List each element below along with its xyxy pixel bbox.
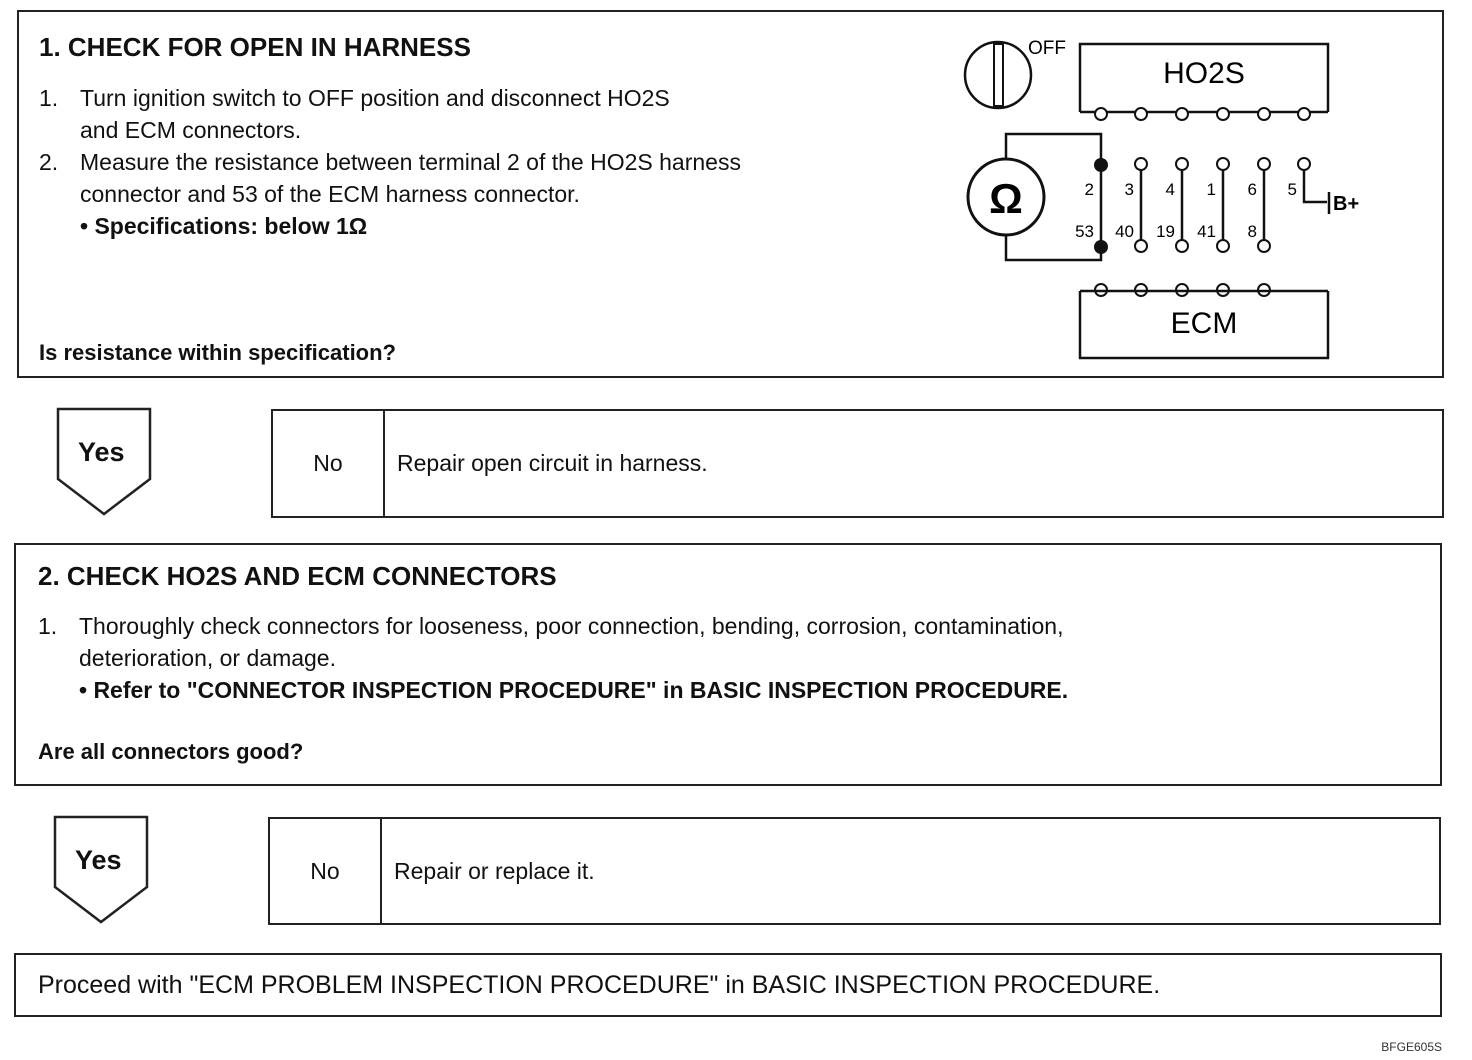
figure-code: BFGE605S <box>1381 1040 1442 1054</box>
yes-label: Yes <box>75 845 122 875</box>
off-label: OFF <box>1028 38 1066 59</box>
ohm-symbol: Ω <box>989 175 1023 222</box>
wiring-diagram <box>939 20 1399 370</box>
pin-label-bottom: 19 <box>1156 222 1175 241</box>
step1-item2-line2: connector and 53 of the ECM harness connector. <box>80 181 580 207</box>
no-action-text: Repair open circuit in harness. <box>397 450 708 476</box>
pin-label-top: 6 <box>1247 180 1257 199</box>
step1-spec: • Specifications: below 1Ω <box>80 213 368 239</box>
step1-item2-num: 2. <box>39 149 59 175</box>
pin-label-top: 3 <box>1124 180 1134 199</box>
step1-item2-line1: Measure the resistance between terminal 2 of the HO2S harness <box>80 149 741 175</box>
no-branch-box <box>268 817 1441 925</box>
step2-refer: • Refer to "CONNECTOR INSPECTION PROCEDURE" in BASIC INSPECTION PROCEDURE. <box>79 677 1069 703</box>
no-action-text: Repair or replace it. <box>394 857 595 884</box>
step2-title: 2. CHECK HO2S AND ECM CONNECTORS <box>38 561 557 591</box>
step1-title: 1. CHECK FOR OPEN IN HARNESS <box>39 32 471 62</box>
step1-box <box>17 10 1444 378</box>
step2-question: Are all connectors good? <box>38 739 304 764</box>
pin-label-bottom: 40 <box>1115 222 1134 241</box>
step1-item1-line1: Turn ignition switch to OFF position and disconnect HO2S <box>80 85 670 111</box>
pin-label-top: 2 <box>1084 180 1094 199</box>
pin-label-bottom: 8 <box>1247 222 1257 241</box>
ho2s-label: HO2S <box>1163 57 1245 90</box>
step2-box <box>14 543 1442 786</box>
final-box <box>14 953 1442 1017</box>
ignition-switch-icon <box>965 42 1031 108</box>
step1-item1-line2: and ECM connectors. <box>80 117 302 143</box>
no-label: No <box>273 411 385 516</box>
step1-item1-num: 1. <box>39 85 59 111</box>
step1-question: Is resistance within specification? <box>39 340 396 365</box>
pin-label-top: 5 <box>1287 180 1297 199</box>
final-instruction: Proceed with "ECM PROBLEM INSPECTION PROCEDURE" in BASIC INSPECTION PROCEDURE. <box>38 970 1161 999</box>
yes-label: Yes <box>78 437 125 467</box>
no-label: No <box>270 819 382 923</box>
step2-item1-line2: deterioration, or damage. <box>79 645 336 671</box>
pin-label-top: 1 <box>1206 180 1216 199</box>
pin-label-bottom: 53 <box>1075 222 1094 241</box>
pin-label-top: 4 <box>1165 180 1175 199</box>
step2-item1-line1: Thoroughly check connectors for looseness, poor connection, bending, corrosion, contamination, <box>79 613 1064 639</box>
bplus-label: B+ <box>1333 193 1360 215</box>
no-branch-box <box>271 409 1444 518</box>
pin-label-bottom: 41 <box>1197 222 1216 241</box>
ecm-label: ECM <box>1170 307 1238 340</box>
step2-item1-num: 1. <box>38 613 58 639</box>
